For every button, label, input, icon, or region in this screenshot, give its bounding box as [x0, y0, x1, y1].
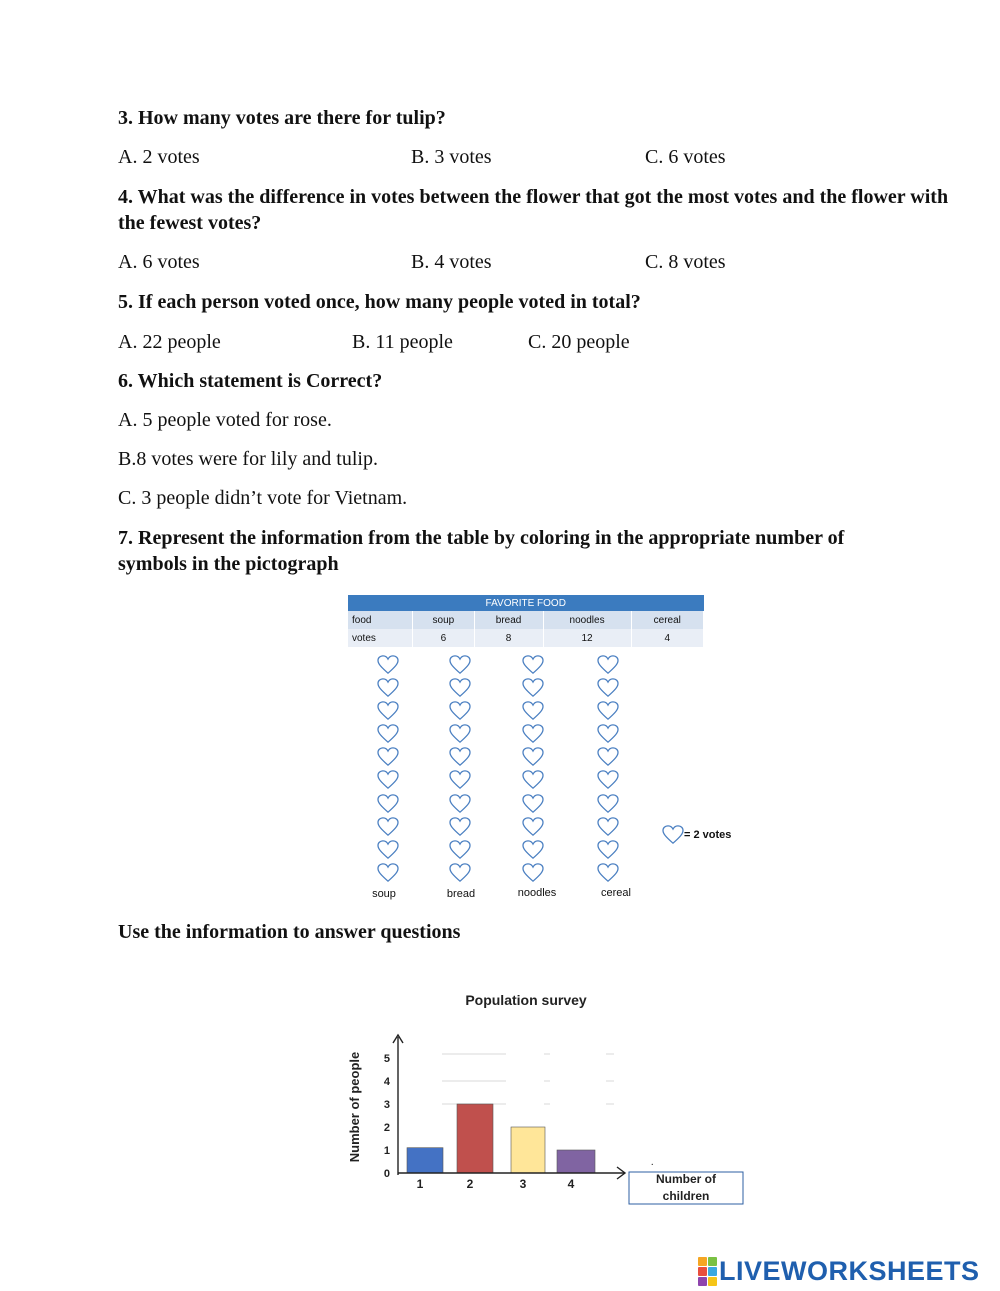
heart-icon[interactable] — [449, 747, 471, 767]
heart-icon[interactable] — [597, 724, 619, 744]
pictograph-column-bread — [445, 655, 475, 886]
table-cell: 6 — [413, 629, 474, 647]
heart-icon[interactable] — [449, 724, 471, 744]
logo-text: LIVEWORKSHEETS — [719, 1256, 980, 1286]
y-tick-label: 3 — [383, 1099, 390, 1111]
heart-icon — [662, 825, 684, 845]
heart-icon[interactable] — [449, 701, 471, 721]
heart-icon[interactable] — [449, 863, 471, 883]
q4-option-c[interactable]: C. 8 votes — [645, 251, 726, 273]
question-6: 6. Which statement is Correct? — [118, 370, 383, 392]
heart-icon[interactable] — [522, 701, 544, 721]
bar-4 — [557, 1150, 595, 1173]
heart-icon[interactable] — [597, 817, 619, 837]
x-tick-label: 2 — [466, 1177, 474, 1191]
heart-icon[interactable] — [597, 678, 619, 698]
heart-icon[interactable] — [377, 701, 399, 721]
heart-icon[interactable] — [522, 817, 544, 837]
pictograph-label-bread: bread — [446, 888, 476, 900]
liveworksheets-logo — [697, 1256, 980, 1287]
heart-icon[interactable] — [597, 747, 619, 767]
table-cell: bread — [474, 611, 543, 629]
stray-dot: . — [651, 1157, 654, 1168]
heart-icon[interactable] — [449, 770, 471, 790]
logo-grid-icon — [697, 1257, 719, 1287]
q5-option-c[interactable]: C. 20 people — [528, 331, 630, 353]
y-tick-label: 4 — [383, 1076, 390, 1088]
heart-icon[interactable] — [377, 794, 399, 814]
y-tick-label: 1 — [383, 1145, 390, 1157]
heart-icon[interactable] — [597, 701, 619, 721]
table-cell: 12 — [543, 629, 631, 647]
y-tick-label: 2 — [383, 1122, 390, 1134]
heart-icon[interactable] — [377, 655, 399, 675]
heart-icon[interactable] — [597, 794, 619, 814]
heart-icon[interactable] — [449, 794, 471, 814]
pictograph-key — [662, 825, 731, 845]
q4-option-a[interactable]: A. 6 votes — [118, 251, 200, 273]
heart-icon[interactable] — [449, 817, 471, 837]
q3-option-c[interactable]: C. 6 votes — [645, 146, 726, 168]
q5-option-b[interactable]: B. 11 people — [352, 331, 453, 353]
table-title: FAVORITE FOOD — [348, 595, 704, 611]
heart-icon[interactable] — [597, 655, 619, 675]
heart-icon[interactable] — [377, 817, 399, 837]
x-tick-label: 1 — [416, 1177, 424, 1191]
x-tick-label: 3 — [519, 1177, 527, 1191]
q3-option-a[interactable]: A. 2 votes — [118, 146, 200, 168]
heart-icon[interactable] — [597, 840, 619, 860]
population-survey-chart — [330, 985, 760, 1220]
bar-2 — [457, 1104, 493, 1173]
heart-icon[interactable] — [449, 678, 471, 698]
heart-icon[interactable] — [377, 724, 399, 744]
heart-icon[interactable] — [377, 770, 399, 790]
favorite-food-table — [348, 595, 704, 647]
table-cell: cereal — [631, 611, 703, 629]
y-tick-label: 0 — [383, 1168, 390, 1180]
heart-icon[interactable] — [522, 770, 544, 790]
table-cell: food — [348, 611, 413, 629]
chart-y-axis-label: Number of people — [347, 1051, 362, 1163]
question-4: 4. What was the difference in votes between the flower that got the most votes and the flower with the fewest votes? — [118, 186, 949, 234]
table-cell: 8 — [474, 629, 543, 647]
heart-icon[interactable] — [377, 840, 399, 860]
heart-icon[interactable] — [597, 863, 619, 883]
heart-icon[interactable] — [449, 840, 471, 860]
pictograph-column-noodles — [518, 655, 548, 886]
q6-option-b[interactable]: B.8 votes were for lily and tulip. — [118, 448, 378, 470]
heart-icon[interactable] — [522, 840, 544, 860]
heart-icon[interactable] — [377, 678, 399, 698]
table-cell: noodles — [543, 611, 631, 629]
question-3: 3. How many votes are there for tulip? — [118, 107, 446, 129]
q6-option-a[interactable]: A. 5 people voted for rose. — [118, 409, 332, 431]
heart-icon[interactable] — [597, 770, 619, 790]
table-cell: soup — [413, 611, 474, 629]
heart-icon[interactable] — [449, 655, 471, 675]
q5-option-a[interactable]: A. 22 people — [118, 331, 221, 353]
q3-option-b[interactable]: B. 3 votes — [411, 146, 492, 168]
pictograph-label-noodles: noodles — [517, 887, 557, 899]
pictograph-column-soup — [373, 655, 403, 886]
heart-icon[interactable] — [522, 655, 544, 675]
pictograph-column-cereal — [593, 655, 623, 886]
chart-x-axis-label: Number of children — [656, 1172, 716, 1203]
instruction-text: Use the information to answer questions — [118, 921, 461, 943]
pictograph-key-label: = 2 votes — [684, 829, 732, 841]
chart-title: Population survey — [465, 992, 587, 1008]
heart-icon[interactable] — [522, 863, 544, 883]
bar-3 — [511, 1127, 545, 1173]
pictograph-label-soup: soup — [372, 888, 396, 900]
heart-icon[interactable] — [377, 747, 399, 767]
heart-icon[interactable] — [522, 747, 544, 767]
y-tick-label: 5 — [383, 1053, 390, 1065]
heart-icon[interactable] — [522, 794, 544, 814]
heart-icon[interactable] — [522, 678, 544, 698]
heart-icon[interactable] — [522, 724, 544, 744]
q6-option-c[interactable]: C. 3 people didn’t vote for Vietnam. — [118, 487, 408, 509]
question-5: 5. If each person voted once, how many people voted in total? — [118, 291, 641, 313]
bar-1 — [407, 1148, 443, 1173]
x-tick-label: 4 — [567, 1177, 575, 1191]
question-7: 7. Represent the information from the table by coloring in the appropriate number of symbols in the pictograph — [118, 527, 845, 575]
pictograph-label-cereal: cereal — [601, 887, 631, 899]
heart-icon[interactable] — [377, 863, 399, 883]
table-cell: votes — [348, 629, 413, 647]
q4-option-b[interactable]: B. 4 votes — [411, 251, 492, 273]
table-cell: 4 — [631, 629, 703, 647]
